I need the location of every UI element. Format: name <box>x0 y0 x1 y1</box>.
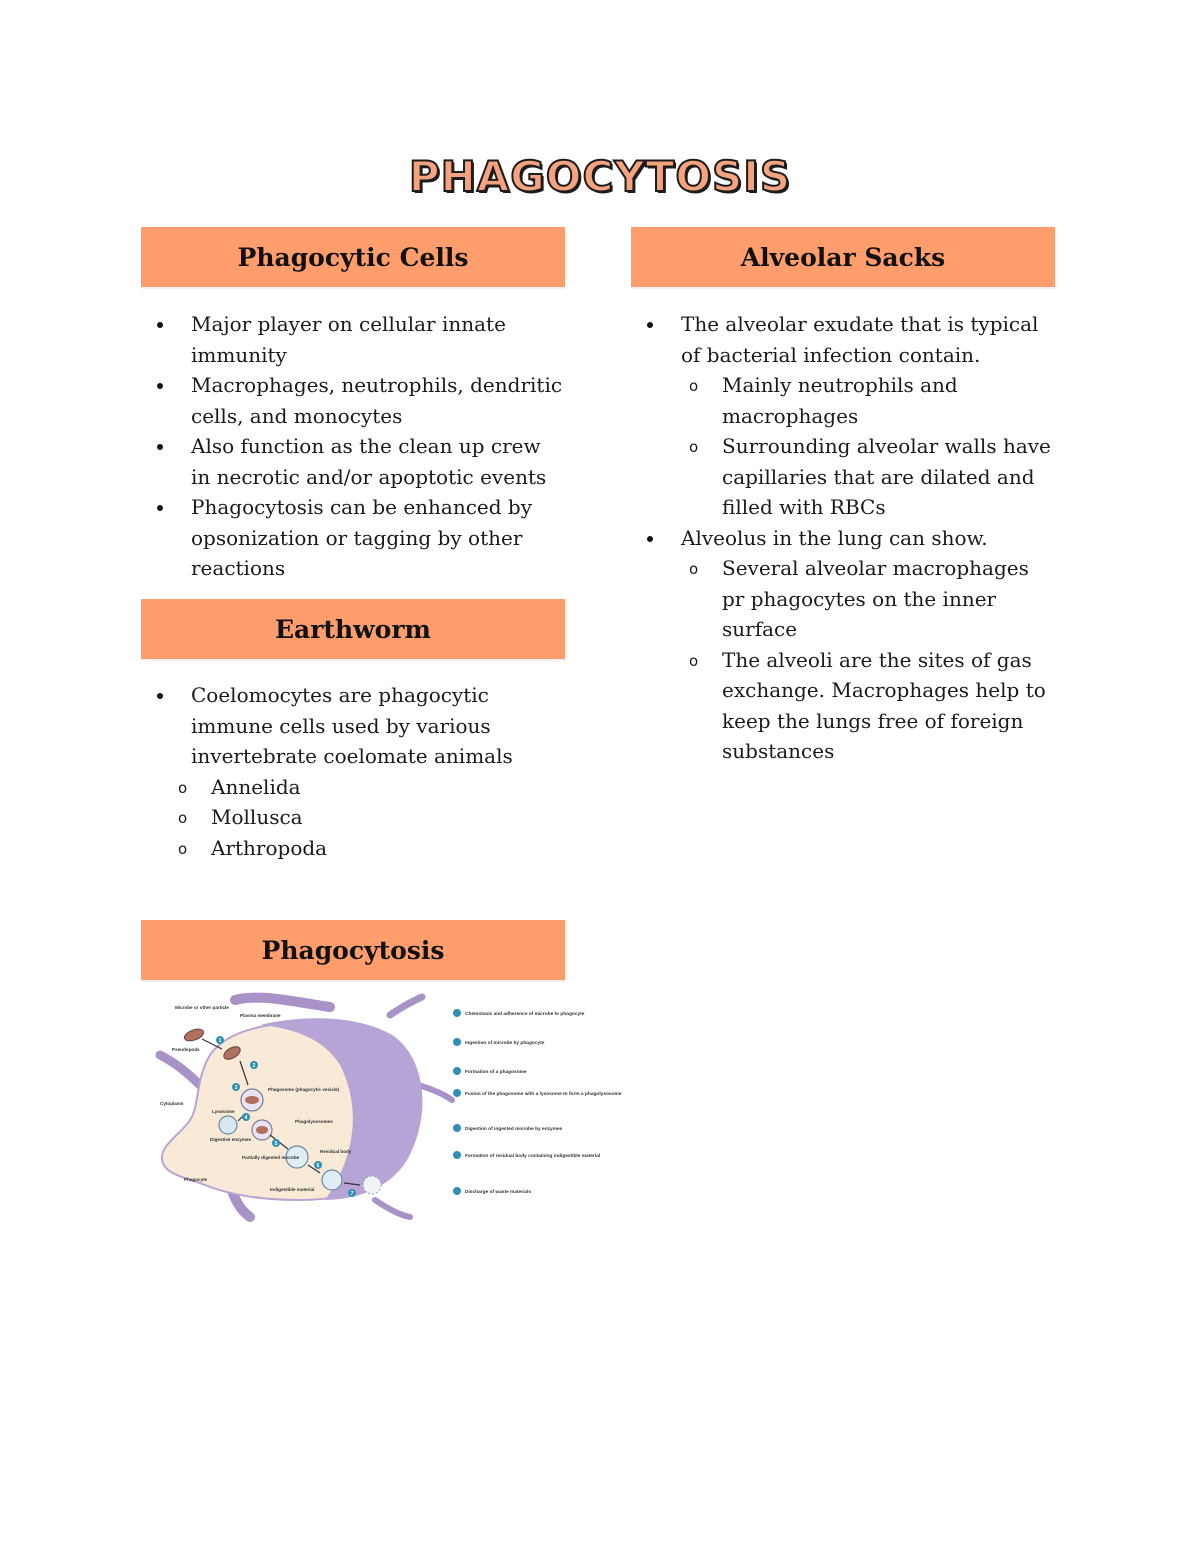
label-phagosome: Phagosome (phagocytic vesicle) <box>268 1087 340 1092</box>
microbe-shape <box>183 1027 205 1043</box>
legend-step-2: Ingestion of microbe by phagocyte <box>465 1041 545 1046</box>
pseudopod-shape <box>390 997 422 1015</box>
pseudopod-shape <box>375 1200 410 1217</box>
label-digestive-enzymes: Digestive enzymes <box>210 1137 252 1142</box>
legend-marker <box>453 1124 461 1132</box>
sub-item: o The alveoli are the sites of gas exchange. Macrophages help to keep the lungs free of foreign substances <box>652 645 1055 767</box>
legend-step-7: Discharge of waste materials <box>465 1190 532 1195</box>
microbe-shape <box>256 1126 268 1134</box>
earthworm-list <box>141 680 565 863</box>
sub-item: o Mollusca <box>141 802 565 833</box>
phagocytosis-heading: Phagocytosis <box>141 920 565 982</box>
step-number: 3 <box>234 1085 238 1091</box>
sub-item: o Surrounding alveolar walls have capillaries that are dilated and filled with RBCs <box>652 431 1055 523</box>
label-phagocyte: Phagocyte <box>184 1177 208 1182</box>
label-lysosome: Lysosome <box>212 1109 235 1114</box>
sub-item: o Mainly neutrophils and macrophages <box>652 370 1055 431</box>
legend-marker <box>453 1089 461 1097</box>
legend-step-6: Formation of residual body containing indigestible material <box>465 1154 601 1159</box>
step-number: 5 <box>274 1141 278 1147</box>
legend-step-3: Formation of a phagosome <box>465 1070 527 1075</box>
alveolar-list <box>631 309 1055 767</box>
legend-step-5: Digestion of ingested microbe by enzymes <box>465 1127 563 1132</box>
list-item-text: Coelomocytes are phagocytic immune cells used by various invertebrate coelomate animals <box>191 683 513 768</box>
list-item: Major player on cellular innate immunity <box>141 309 565 370</box>
step-number: 1 <box>218 1038 222 1044</box>
pseudopod-shape <box>418 1085 452 1100</box>
label-phagolysosomes: Phagolysosomes <box>295 1119 333 1124</box>
legend-marker <box>453 1038 461 1046</box>
label-pseudopods: Pseudopods <box>172 1047 200 1052</box>
step-number: 7 <box>350 1191 354 1197</box>
sub-item: o Arthropoda <box>141 833 565 864</box>
phagocytosis-diagram <box>150 995 622 1220</box>
lysosome-shape <box>219 1116 237 1134</box>
list-item: Phagocytosis can be enhanced by opsonization or tagging by other reactions <box>141 492 565 584</box>
label-residual-body: Residual body <box>320 1149 352 1154</box>
pseudopod-shape <box>235 998 330 1007</box>
pseudopod-shape <box>160 1055 205 1090</box>
list-item: Macrophages, neutrophils, dendritic cells, and monocytes <box>141 370 565 431</box>
step-number: 4 <box>244 1115 248 1121</box>
list-item-text: Alveolus in the lung can show. <box>681 525 988 550</box>
step-number: 6 <box>316 1163 320 1169</box>
legend-step-4: Fusion of the phagosome with a lysosome to form a phagolysosome <box>465 1092 622 1097</box>
label-microbe: Microbe or other particle <box>175 1005 229 1010</box>
sub-item: o Annelida <box>141 772 565 803</box>
legend-step-1: Chemotaxis and adherence of microbe to phagocyte <box>465 1012 585 1017</box>
page-title: PHAGOCYTOSIS <box>408 152 792 201</box>
label-plasma-membrane: Plasma membrane <box>240 1013 281 1018</box>
list-item <box>631 309 1055 523</box>
microbe-shape <box>245 1096 259 1104</box>
legend-marker <box>453 1067 461 1075</box>
legend-marker <box>453 1187 461 1195</box>
step-number: 2 <box>252 1063 256 1069</box>
label-cytoplasm: Cytoplasm <box>160 1101 184 1106</box>
alveolar-sacks-heading: Alveolar Sacks <box>631 227 1055 289</box>
phagocytic-cells-list <box>141 309 565 584</box>
list-item-text: The alveolar exudate that is typical of bacterial infection contain. <box>681 312 1039 367</box>
earthworm-heading: Earthworm <box>141 599 565 661</box>
list-item: Also function as the clean up crew in necrotic and/or apoptotic events <box>141 431 565 492</box>
label-partially-digested: Partially digested microbe <box>242 1155 300 1160</box>
list-item <box>631 523 1055 767</box>
label-indigestible: Indigestible material <box>270 1187 315 1192</box>
waste-shape <box>363 1176 381 1194</box>
legend-marker <box>453 1151 461 1159</box>
residual-body-shape <box>322 1170 342 1190</box>
sub-item: o Several alveolar macrophages pr phagocytes on the inner surface <box>652 553 1055 645</box>
legend-marker <box>453 1009 461 1017</box>
list-item <box>141 680 565 863</box>
phagocytic-cells-heading: Phagocytic Cells <box>141 227 565 289</box>
